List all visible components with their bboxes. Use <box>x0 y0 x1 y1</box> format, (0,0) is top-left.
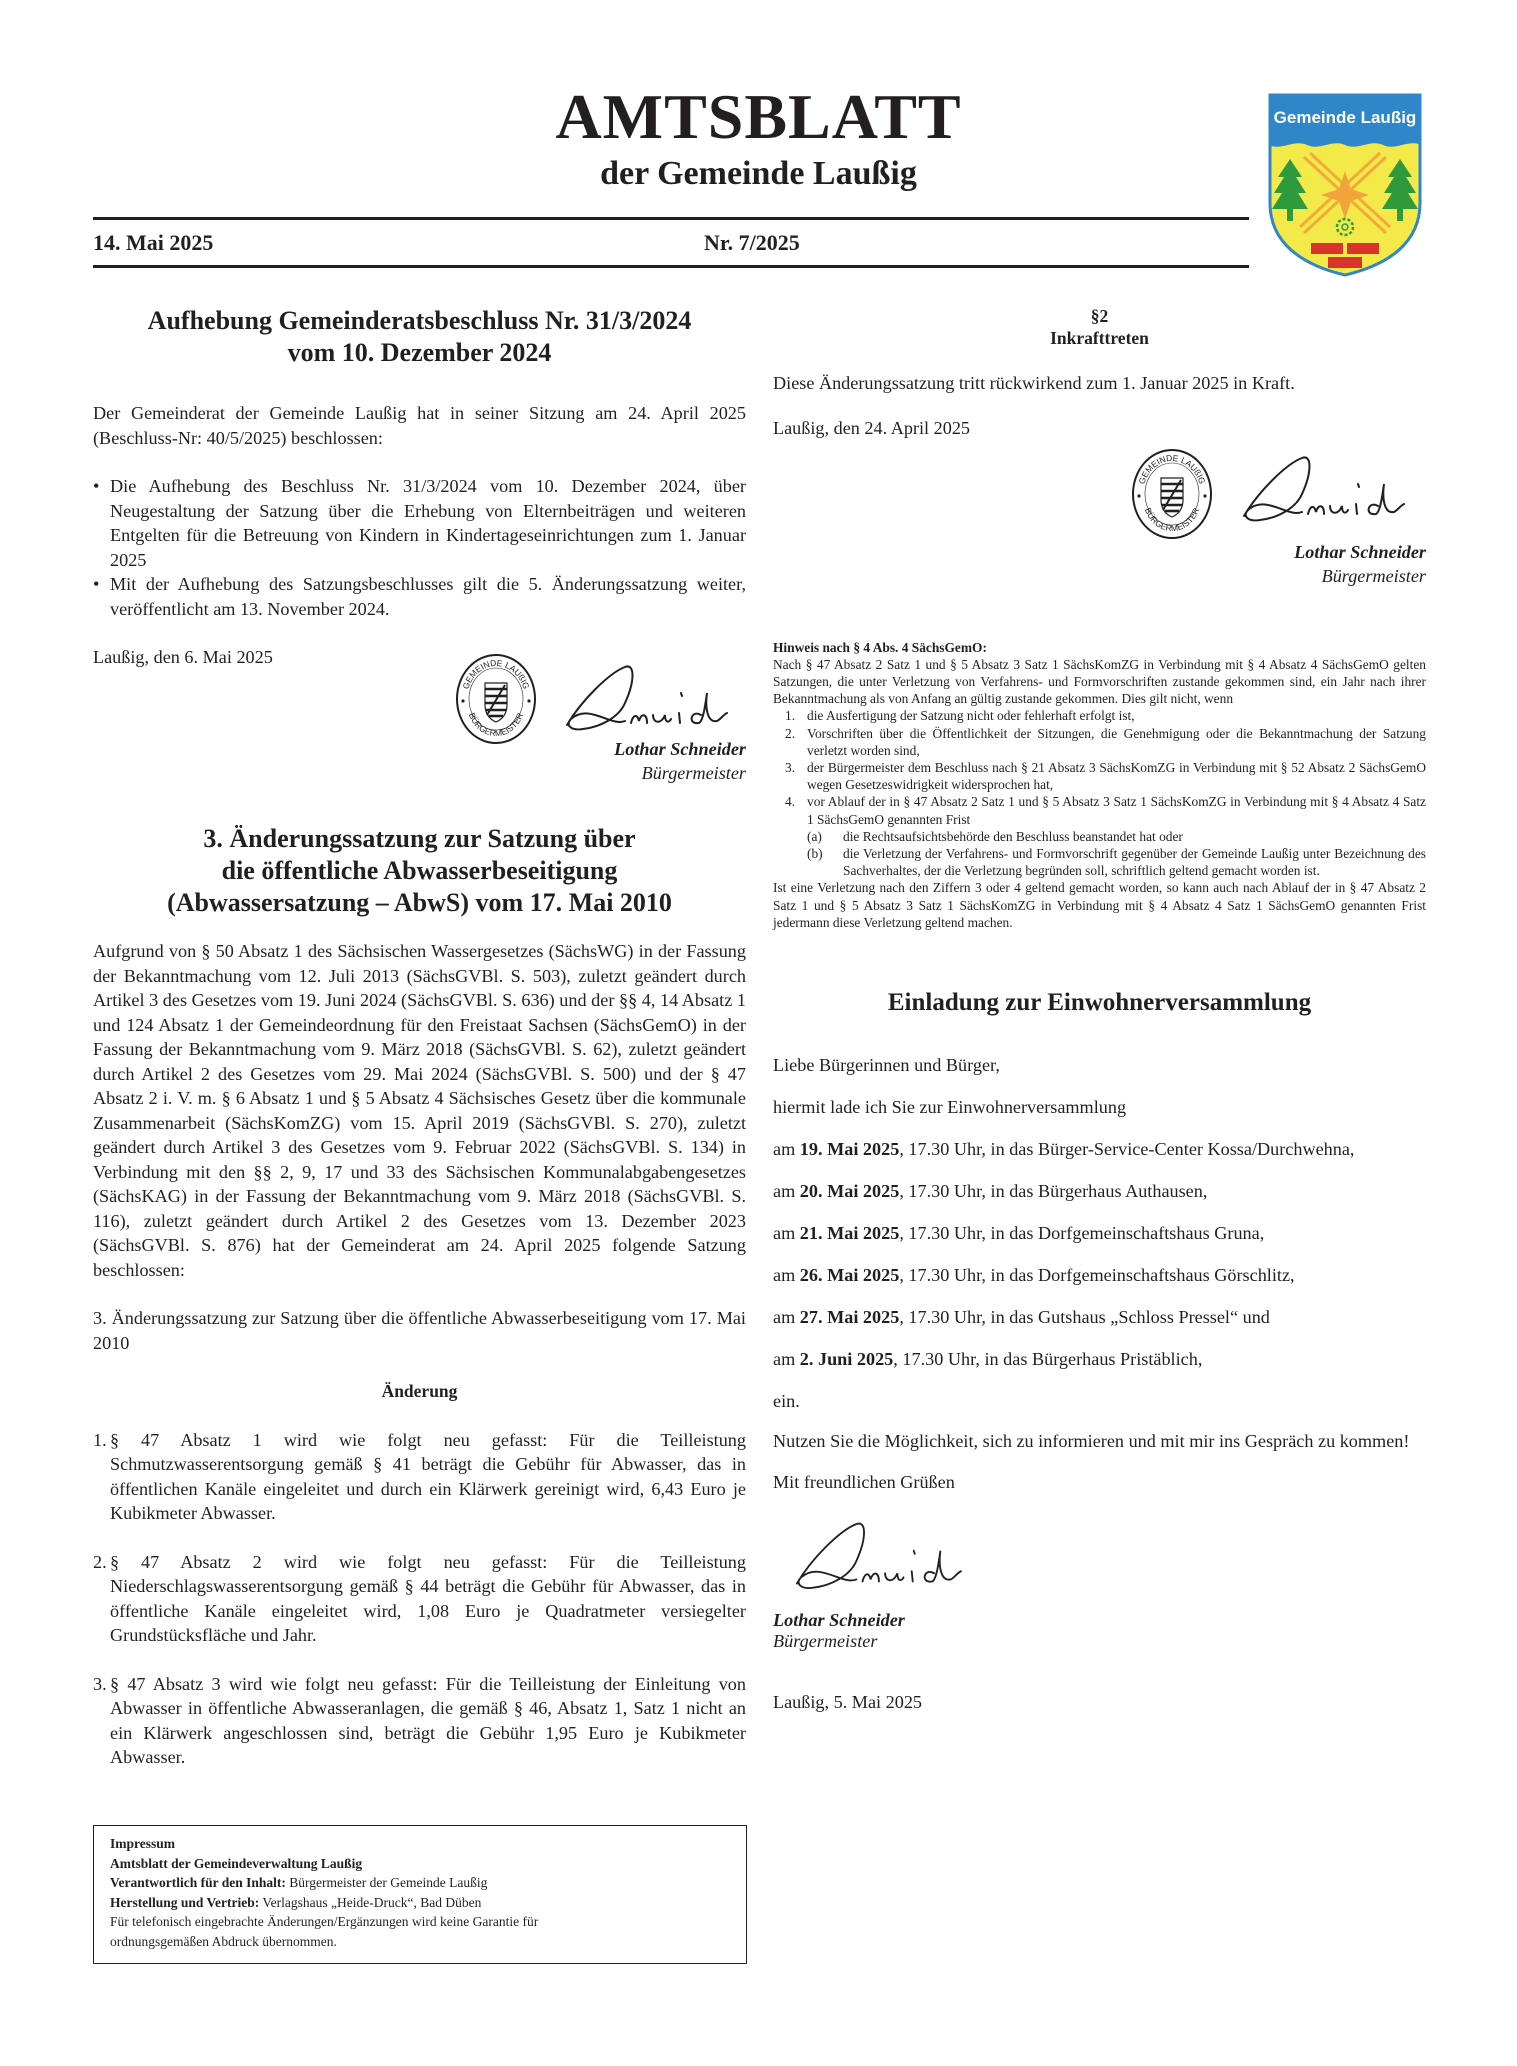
hinweis-item: 1. die Ausfertigung der Satzung nicht oder fehlerhaft erfolgt ist, <box>785 708 1135 724</box>
coat-of-arms-icon <box>1268 93 1422 277</box>
meeting-item: am 27. Mai 2025, 17.30 Uhr, in das Gutshaus „Schloss Pressel“ und <box>773 1306 1270 1327</box>
meeting-item: am 21. Mai 2025, 17.30 Uhr, in das Dorfgemeinschaftshaus Gruna, <box>773 1222 1265 1243</box>
crest-label: Gemeinde Laußig <box>1273 108 1417 127</box>
article1-title: Aufhebung Gemeinderatsbeschluss Nr. 31/3/2024 vom 10. Dezember 2024 <box>147 306 692 367</box>
handwritten-signature-icon <box>561 663 741 743</box>
invitation-regards: Mit freundlichen Grüßen <box>773 1471 955 1492</box>
invitation-title: Einladung zur Einwohnerversammlung <box>887 988 1312 1016</box>
article2-signature-block <box>773 416 1426 591</box>
impressum-responsible: Verantwortlich für den Inhalt: Bürgermeister der Gemeinde Laußig <box>110 1875 488 1890</box>
hinweis-sublist <box>807 828 1426 880</box>
issue-number: Nr. 7/2025 <box>704 230 800 255</box>
hinweis-list <box>773 707 1426 879</box>
official-stamp-icon <box>455 653 537 745</box>
meeting-item: am 26. Mai 2025, 17.30 Uhr, in das Dorfgemeinschaftshaus Görschlitz, <box>773 1264 1295 1285</box>
issue-date: 14. Mai 2025 <box>93 230 214 255</box>
header-rule-bottom <box>93 265 1249 268</box>
right-column <box>773 305 1426 1714</box>
impressum-disclaimer: Für telefonisch eingebrachte Änderungen/Ergänzungen wird keine Garantie für ordnungsgemäßen Abdruck übernommen. <box>110 1914 539 1949</box>
hinweis-item: 2. Vorschriften über die Öffentlichkeit der Sitzungen, die Genehmigung oder die Bekanntmachung der Satzung verletzt worden sind, <box>785 725 1426 758</box>
article-aufhebung <box>93 305 746 785</box>
impressum-publication: Amtsblatt der Gemeindeverwaltung Laußig <box>110 1855 363 1871</box>
para2-title: Inkrafttreten <box>1050 328 1149 348</box>
svg-text:BÜRGERMEISTER: BÜRGERMEISTER <box>466 711 526 739</box>
impressum-title: Impressum <box>110 1836 176 1851</box>
hinweis-subitem: (a) die Rechtsaufsichtsbehörde den Beschluss beanstandet hat oder <box>807 828 1183 844</box>
handwritten-signature-icon <box>773 1520 993 1602</box>
hinweis-title: Hinweis nach § 4 Abs. 4 SächsGemO: <box>773 639 987 655</box>
article1-signer-role: Bürgermeister <box>641 763 746 783</box>
masthead-subtitle: der Gemeinde Laußig <box>600 155 917 192</box>
impressum-production: Herstellung und Vertrieb: Verlagshaus „Heide-Druck“, Bad Düben <box>110 1894 482 1910</box>
amendment-item: 2. § 47 Absatz 2 wird wie folgt neu gefasst: Für die Teilleistung Niederschlagswasserentsorgung gemäß § 44 beträgt die Gebühr für Abwasser, das in öffentliche Kanäle eingeleitet wird, 1,08 Euro je Quadratmeter versiegelter Grundstücksfläche und Jahr. <box>93 1551 746 1645</box>
article1-signature-block <box>93 645 746 785</box>
invitation-greeting: Liebe Bürgerinnen und Bürger, <box>773 1054 1000 1075</box>
amendment-item: 3. § 47 Absatz 3 wird wie folgt neu gefasst: Für die Teilleistung der Einleitung von Abwasser in öffentliche Abwasseranlagen, die gemäß § 46, Absatz 1, Satz 1 nicht an ein Klärwerk angeschlossen sind, beträgt die Gebühr 1,95 Euro je Kubikmeter Abwasser. <box>93 1673 746 1767</box>
handwritten-signature-icon <box>1238 454 1418 534</box>
hinweis-item: 4. vor Ablauf der in § 47 Absatz 2 Satz 1 und § 5 Absatz 3 Satz 1 SächsKomZG in Verbindung mit § 4 Absatz 4 Satz 1 SächsGemO genannten Frist (a) die Rechtsaufsichtsbehörde den Beschluss beanstandet hat oder (b) die Verletzung der Verfahrens- und Formvorschrift gegenüber der Gemeinde Laußig unter Bezeichnung des Sachverhaltes, der die Verletzung begründen soll, schriftlich geltend gemacht worden ist. <box>785 794 1426 879</box>
official-stamp-icon <box>1131 448 1213 540</box>
invitation-place-date: Laußig, 5. Mai 2025 <box>773 1691 923 1712</box>
bullet-item: • Mit der Aufhebung des Satzungsbeschlusses gilt die 5. Änderungssatzung weiter, veröffentlicht am 13. November 2024. <box>93 572 746 621</box>
article2-title: 3. Änderungssatzung zur Satzung über die öffentliche Abwasserbeseitigung (Abwassersatzung – AbwS) vom 17. Mai 2010 <box>167 824 672 917</box>
hinweis-subitem: (b) die Verletzung der Verfahrens- und Formvorschrift gegenüber der Gemeinde Laußig unter Bezeichnung des Sachverhaltes, der die Verletzung begründen soll, schriftlich geltend gemacht worden ist. <box>807 845 1426 879</box>
hinweis-intro: Nach § 47 Absatz 2 Satz 1 und § 5 Absatz 3 Satz 1 SächsKomZG in Verbindung mit § 4 Absatz 4 SächsGemO gelten Satzungen, die unter Verletzung von Verfahrens- und Formvorschriften zustande gekommen sind, ein Jahr nach ihrer Bekanntmachung als von Anfang an gültig zustande gekommen. Dies gilt nicht, wenn <box>773 656 1426 707</box>
meeting-item: am 19. Mai 2025, 17.30 Uhr, in das Bürger-Service-Center Kossa/Durchwehna, <box>773 1138 1355 1159</box>
masthead-title: AMTSBLATT <box>555 81 962 152</box>
article2-items <box>93 1428 746 1770</box>
article1-intro: Der Gemeinderat der Gemeinde Laußig hat in seiner Sitzung am 24. April 2025 (Beschluss-Nr: 40/5/2025) beschlossen: <box>93 403 746 448</box>
hinweis-item: 3. der Bürgermeister dem Beschluss nach § 21 Absatz 3 SächsKomZG in Verbindung mit § 52 Absatz 2 SächsGemO wegen Gesetzeswidrigkeit widersprochen hat, <box>785 759 1426 793</box>
svg-text:GEMEINDE LAUßIG: GEMEINDE LAUßIG <box>1136 452 1208 485</box>
amendment-item: 1. § 47 Absatz 1 wird wie folgt neu gefasst: Für die Teilleistung Schmutzwasserentsorgung gemäß § 41 beträgt die Gebühr für Abwasser, das in öffentlichen Kanäle eingeleitet und durch ein Klärwerk gereinigt wird, 6,43 Euro je Kubikmeter Abwasser. <box>93 1429 746 1523</box>
article1-place-date: Laußig, den 6. Mai 2025 <box>93 647 273 667</box>
article2-subtitle: 3. Änderungssatzung zur Satzung über die öffentliche Abwasserbeseitigung vom 17. Mai 2010 <box>93 1308 746 1353</box>
impressum-box <box>93 1825 747 1964</box>
article-abwassersatzung <box>93 823 746 1770</box>
invitation-signer-role: Bürgermeister <box>773 1630 878 1651</box>
left-column <box>93 305 746 1770</box>
invitation-call: Nutzen Sie die Möglichkeit, sich zu informieren und mit mir ins Gespräch zu kommen! <box>773 1430 1410 1451</box>
invitation-closing-word: ein. <box>773 1390 800 1411</box>
article1-bullets <box>93 474 746 621</box>
article2-preamble: Aufgrund von § 50 Absatz 1 des Sächsischen Wassergesetzes (SächsWG) in der Fassung der Bekanntmachung vom 12. Juli 2013 (SächsGVBl. S. 503), zuletzt geändert durch Artikel 3 des Gesetzes vom 19. Juni 2024 (SächsGVBl. S. 636) und der §§ 4, 14 Absatz 1 und 124 Absatz 1 der Gemeindeordnung für den Freistaat Sachsen (SächsGemO) in der Fassung der Bekanntmachung vom 9. März 2018 (SächsGVBl. S. 62), zuletzt geändert durch Artikel 2 des Gesetzes vom 29. Mai 2024 (SächsGVBl. S. 500) und der § 47 Absatz 2 i. V. m. § 6 Absatz 1 und § 5 Absatz 4 Sächsisches Gesetz über die kommunale Zusammenarbeit (SächsKomZG) vom 15. April 2019 (SächsGVBl. S. 270), zuletzt geändert durch Artikel 3 des Gesetzes vom 9. Februar 2022 (SächsGVBl. S. 134) in Verbindung mit den §§ 2, 9, 17 und 33 des Sächsischen Kommunalabgabengesetzes (SächsKAG) in der Fassung der Bekanntmachung vom 9. März 2018 (SächsGVBl. S. 116), zuletzt geändert durch Artikel 2 des Gesetzes vom 13. Dezember 2023 (SächsGVBl. S. 876) hat der Gemeinderat am 24. April 2025 folgende Satzung beschlossen: <box>93 941 746 1280</box>
article2-signer-role: Bürgermeister <box>1321 565 1426 586</box>
paragraph-2-inkrafttreten <box>773 305 1426 591</box>
hinweis-outro: Ist eine Verletzung nach den Ziffern 3 oder 4 geltend gemacht worden, so kann auch nach Ablauf der in § 47 Absatz 2 Satz 1 und § 5 Absatz 3 Satz 1 SächsKomZG in Verbindung mit § 4 Absatz 4 Satz 1 SächsGemO genannten Frist jedermann diese Verletzung geltend machen. <box>773 880 1426 930</box>
svg-text:BÜRGERMEISTER: BÜRGERMEISTER <box>1142 505 1202 533</box>
para2-text: Diese Änderungssatzung tritt rückwirkend zum 1. Januar 2025 in Kraft. <box>773 373 1295 393</box>
para2-label: §2 <box>1090 306 1109 326</box>
invitation-intro: hiermit lade ich Sie zur Einwohnerversammlung <box>773 1096 1127 1117</box>
meeting-item: am 20. Mai 2025, 17.30 Uhr, in das Bürgerhaus Authausen, <box>773 1180 1208 1201</box>
invitation-section <box>773 987 1426 1715</box>
header-rule-top <box>93 217 1249 220</box>
invitation-signer-name: Lothar Schneider <box>773 1609 905 1630</box>
article2-signer-name: Lothar Schneider <box>1294 541 1426 562</box>
meeting-item: am 2. Juni 2025, 17.30 Uhr, in das Bürgerhaus Pristäblich, <box>773 1348 1203 1369</box>
article1-signer-name: Lothar Schneider <box>614 739 746 759</box>
svg-text:GEMEINDE LAUßIG: GEMEINDE LAUßIG <box>460 657 532 691</box>
bullet-item: • Die Aufhebung des Beschluss Nr. 31/3/2024 vom 10. Dezember 2024, über Neugestaltung der Satzung über die Erhebung von Elternbeiträgen und weiteren Entgelten für die Betreuung von Kindern in Kindertageseinrichtungen zum 1. Januar 2025 <box>93 474 746 572</box>
hinweis-section <box>773 639 1426 931</box>
article2-section-heading: Änderung <box>381 1381 458 1401</box>
article2-place-date: Laußig, den 24. April 2025 <box>773 417 971 438</box>
